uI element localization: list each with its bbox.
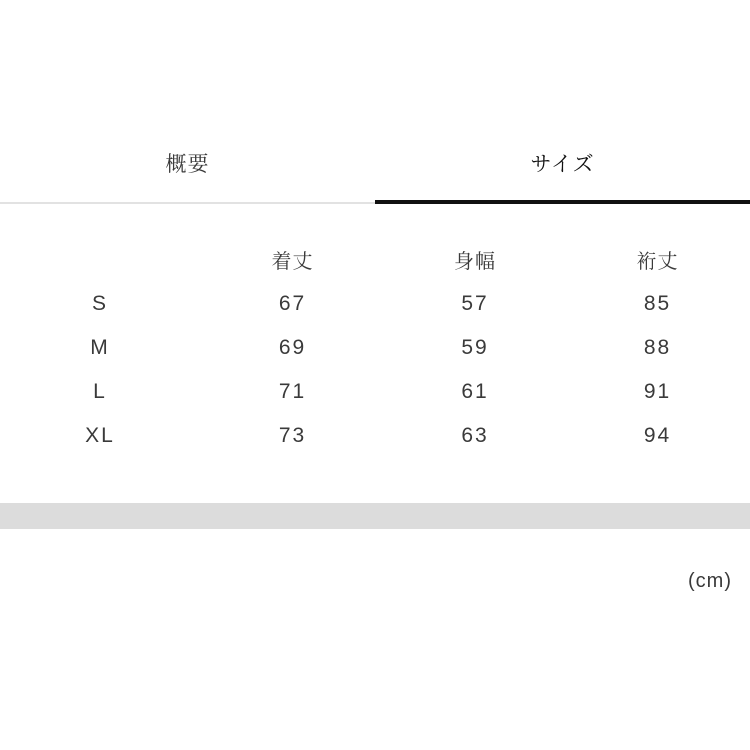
tab-size-label: サイズ xyxy=(530,153,595,176)
cell-chest: 59 xyxy=(461,336,489,359)
cell-chest: 63 xyxy=(461,424,489,447)
size-table-body xyxy=(0,282,750,458)
table-row xyxy=(0,370,750,414)
row-size-label: L xyxy=(93,380,107,403)
row-size-label: XL xyxy=(85,424,115,447)
cell-length: 69 xyxy=(278,336,307,359)
row-size-label: S xyxy=(91,292,108,315)
tab-overview[interactable] xyxy=(0,140,375,204)
table-row xyxy=(0,326,750,370)
cell-sleeve: 94 xyxy=(643,424,672,447)
cell-chest: 57 xyxy=(461,292,489,315)
table-row xyxy=(0,282,750,326)
cell-length: 73 xyxy=(278,424,307,447)
tab-size[interactable] xyxy=(375,140,750,204)
cell-sleeve: 88 xyxy=(643,336,672,359)
tab-bar xyxy=(0,140,750,204)
cell-sleeve: 85 xyxy=(643,292,672,315)
column-header-chest: 身幅 xyxy=(454,250,496,273)
section-divider-band xyxy=(0,503,750,529)
cell-sleeve: 91 xyxy=(643,380,672,403)
row-size-label: M xyxy=(90,336,110,359)
size-table-head xyxy=(0,236,750,282)
unit-note: (cm) xyxy=(688,570,732,592)
cell-length: 67 xyxy=(278,292,307,315)
table-row xyxy=(0,414,750,458)
cell-chest: 61 xyxy=(461,380,489,403)
tab-overview-label: 概要 xyxy=(165,153,210,176)
cell-length: 71 xyxy=(278,380,307,403)
size-table xyxy=(0,236,750,458)
column-header-sleeve: 裄丈 xyxy=(636,250,679,273)
column-header-size xyxy=(0,236,200,282)
table-header-row xyxy=(0,236,750,282)
column-header-length: 着丈 xyxy=(271,250,314,273)
